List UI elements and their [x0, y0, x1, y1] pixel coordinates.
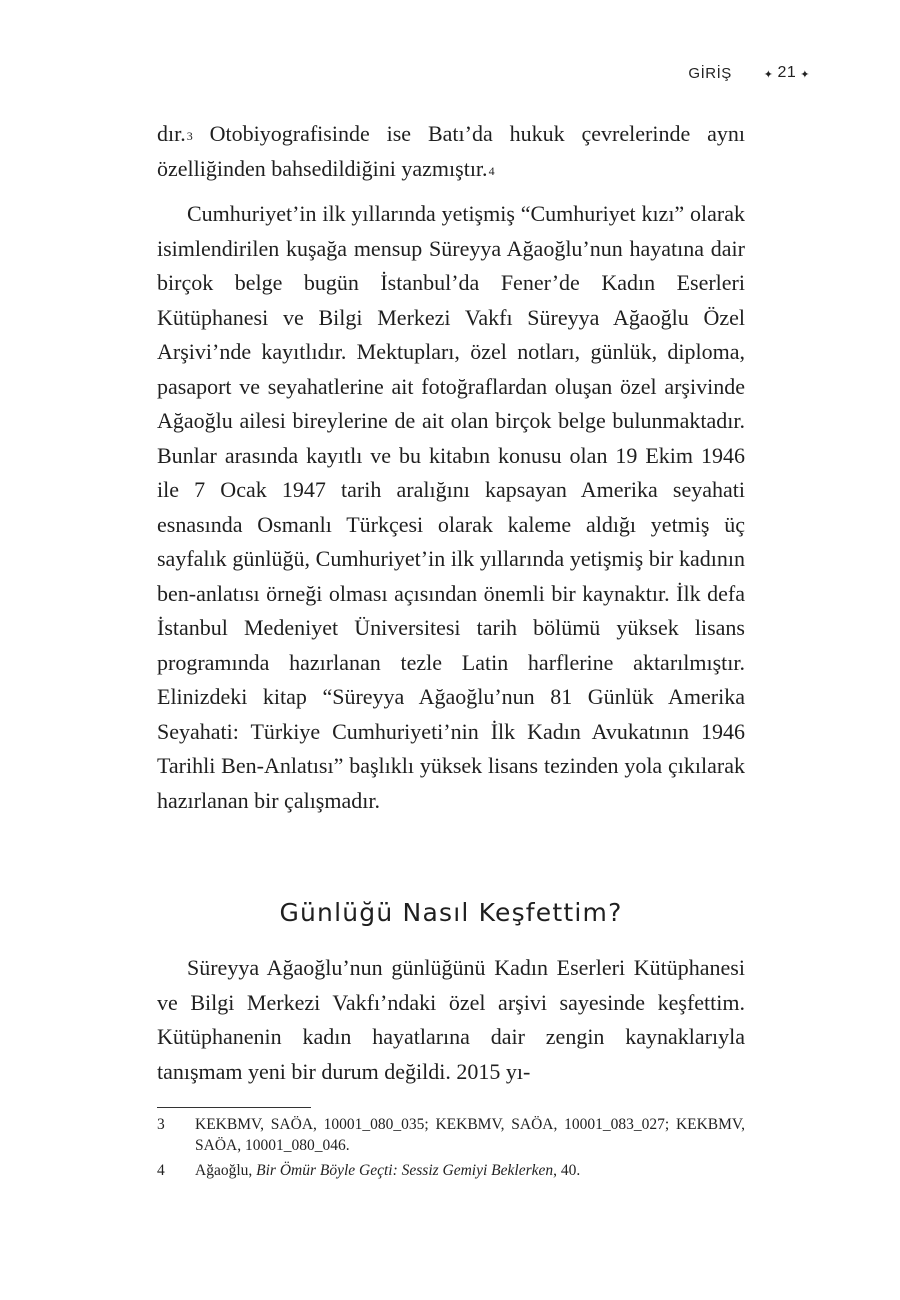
footnote-text	[195, 1160, 745, 1181]
footnote-author: Ağaoğlu,	[195, 1162, 257, 1179]
footnote-book-title: Bir Ömür Böyle Geçti: Sessiz Gemiyi Beklerken	[256, 1162, 554, 1179]
body-text-bottom	[157, 951, 745, 1089]
footnote-page: , 40.	[553, 1162, 581, 1179]
paragraph-discovery: Süreyya Ağaoğlu’nun günlüğünü Kadın Eserleri Kütüphanesi ve Bilgi Merkezi Vakfı’ndaki özel arşivi sayesinde keşfettim. Kütüphanenin kadın hayatlarına dair zengin kaynaklarıyla tanışmam yeni bir durum değildi. 2015 yı-	[157, 955, 745, 1084]
footnotes	[157, 1114, 745, 1185]
footnote-4	[157, 1160, 745, 1181]
footnote-number: 4	[157, 1162, 165, 1179]
section-heading: Günlüğü Nasıl Keşfettim?	[279, 898, 623, 927]
star-ornament-icon: ✦	[763, 68, 774, 81]
footnote-text: KEKBMV, SAÖA, 10001_080_035; KEKBMV, SAÖA, 10001_083_027; KEKBMV, SAÖA, 10001_080_046.	[195, 1116, 745, 1154]
page-number: 21	[777, 64, 797, 81]
footnote-ref-4[interactable]: 4	[488, 163, 495, 178]
paragraph-text: Otobiyografisinde ise Batı’da hukuk çevrelerinde aynı özelliğinden bahsedildiğini yazmıştır.	[157, 121, 745, 181]
running-head	[688, 64, 814, 82]
footnote-ref-3[interactable]: 3	[186, 129, 193, 143]
paragraph-text: dır.	[157, 121, 186, 146]
paragraph-archive: Cumhuriyet’in ilk yıllarında yetişmiş “Cumhuriyet kızı” olarak isimlendirilen kuşağa mensup Süreyya Ağaoğlu’nun hayatına dair birçok belge bugün İstanbul’da Fener’de Kadın Eserleri Kütüphanesi ve Bilgi Merkezi Vakfı Süreyya Ağaoğlu Özel Arşivi’nde kayıtlıdır. Mektupları, özel notları, günlük, diploma, pasaport ve seyahatlerine ait fotoğraflardan oluşan özel arşivinde Ağaoğlu ailesi bireylerine de ait olan birçok belge bulunmaktadır. Bunlar arasında kayıtlı ve bu kitabın konusu olan 19 Ekim 1946 ile 7 Ocak 1947 tarih aralığını kapsayan Amerika seyahati esnasında Osmanlı Türkçesi olarak kaleme aldığı yetmiş üç sayfalık günlüğü, Cumhuriyet’in ilk yıllarında yetişmiş bir kadının ben-anlatısı örneği olması açısından önemli bir kaynaktır. İlk defa İstanbul Medeniyet Üniversitesi tarih bölümü yüksek lisans programında hazırlanan tezle Latin harflerine aktarılmıştır. Elinizdeki kitap “Süreyya Ağaoğlu’nun 81 Günlük Amerika Seyahati: Türkiye Cumhuriyeti’nin İlk Kadın Avukatının 1946 Tarihli Ben-Anlatısı” başlıklı yüksek lisans tezinden yola çıkılarak hazırlanan bir çalışmadır.	[157, 201, 745, 813]
footnote-3	[157, 1114, 745, 1156]
footnote-divider	[157, 1107, 311, 1108]
paragraph-continued	[157, 117, 745, 186]
body-text-top	[157, 117, 745, 818]
footnote-number: 3	[157, 1116, 165, 1133]
section-title: GİRİŞ	[688, 64, 732, 82]
star-ornament-icon: ✦	[800, 68, 810, 81]
